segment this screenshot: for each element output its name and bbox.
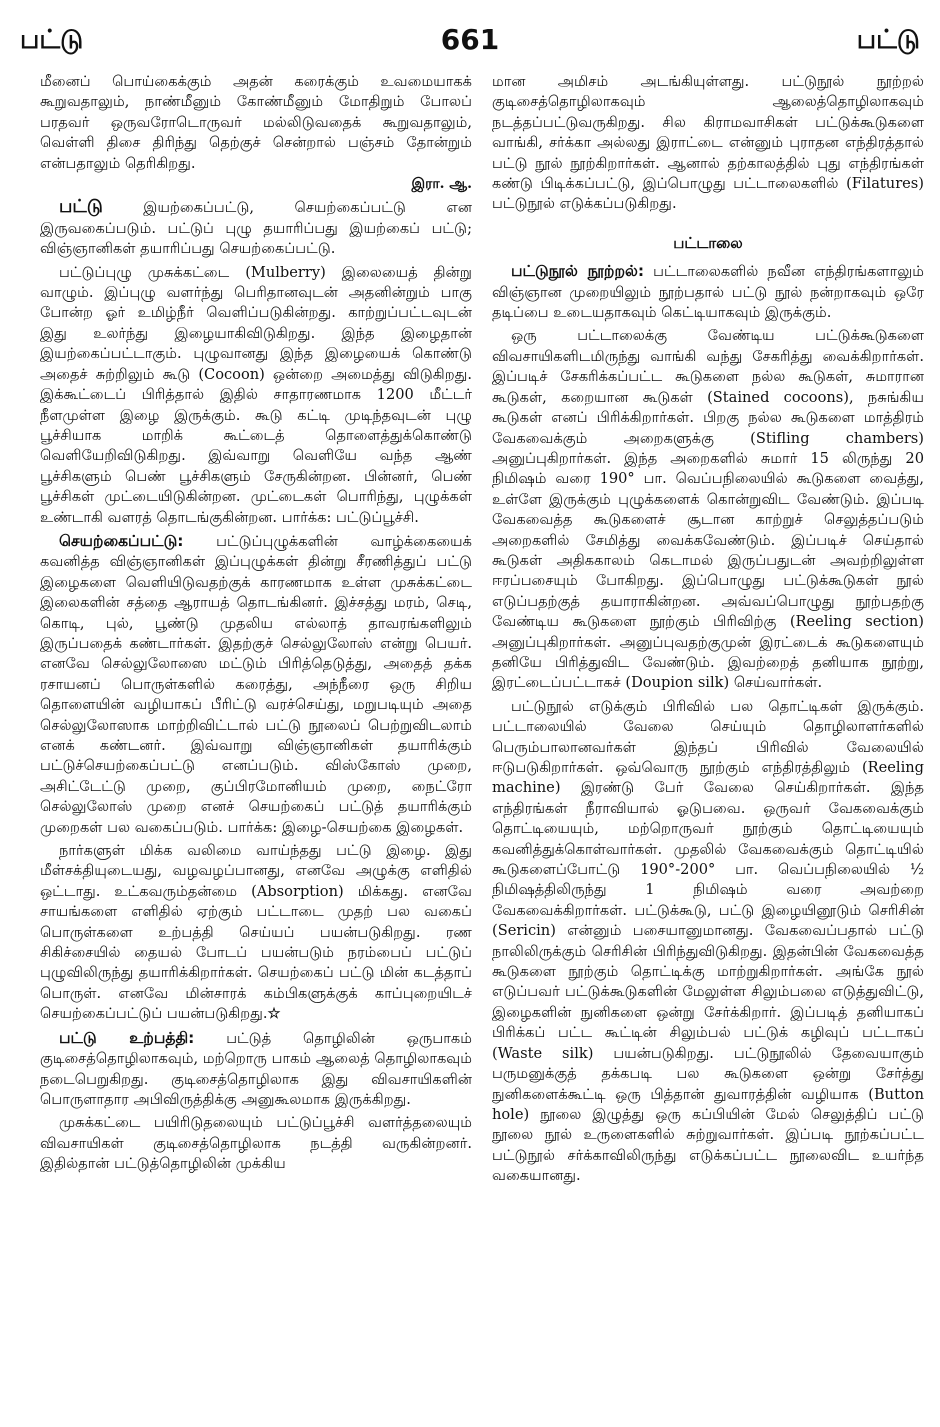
entry-headword: பட்டு bbox=[58, 196, 103, 218]
author-signature: இரா. ஆ. bbox=[411, 176, 472, 193]
paragraph bbox=[40, 263, 472, 528]
subsection-paragraph bbox=[40, 1028, 472, 1111]
right-column bbox=[492, 72, 924, 1190]
subsection-heading: செயற்கைப்பட்டு: bbox=[58, 531, 184, 550]
paragraph-text: பட்டுநூல் எடுக்கும் பிரிவில் பல தொட்டிகள் இருக்கும். பட்டாலையில் வேலை செய்யும் தொழிலாளர்களில் பெரும்பாலானவர்கள் இந்தப் பிரிவில் வேலையில் ஈடுபடுகிறார்கள். ஒவ்வொரு நூற்கும் எந்திரத்திலும் (Reeling machine) இரண்டு பேர் வேலை செய்கிறார்கள். இந்த எந்திரங்கள் நீராவியால் ஓடுபவை. ஒருவர் வேகவைக்கும் தொட்டியையும், மற்றொருவர் நூற்கும் தொட்டியையும் கவனித்துக்கொள்வார்கள். முதலில் வேகவைக்கும் தொட்டியில் கூடுகளைப்போட்டு 190°-200° பா. வெப்பநிலையில் ½ நிமிஷத்திலிருந்து 1 நிமிஷம் வரை அவற்றை வேகவைக்கிறார்கள். பட்டுக்கூடு, பட்டு இழையினூடும் செரிசின் (Sericin) என்னும் பசையானுமானது. வேகவைப்பதால் பட்டு நாலிலிருக்கும் செரிசின் பிரிந்துவிடுகிறது. இதன்பின் வேகவைத்த கூடுகளை நூற்கும் தொட்டிக்கு மாற்றுகிறார்கள். அங்கே நூல் எடுப்பவர் பட்டுக்கூடுகளின் மேலுள்ள சிலும்பலை எடுத்துவிட்டு, இழைகளின் நுனிகளை ஒன்று சேர்க்கிறார். இப்படித் தனியாகப் பிரிக்கப் பட்ட கூட்டின் சிலும்பல் பட்டுக் கழிவுப் பட்டாகப் (Waste silk) பயன்படுகிறது. பட்டுநூலில் தேவையாகும் பருமனுக்குத் தக்கபடி பல கூடுகளை ஒன்று சேர்த்து நுனிகளைக்கூட்டி ஒரு பித்தான் துவாரத்தின் வழியாக (Button hole) நூலை இழுத்து ஒரு கப்பியின் மேல் செலுத்திப் பட்டு நூலை நூல் உருளைகளில் சுற்றுவார்கள். இப்படி நூற்கப்பட்ட பட்டுநூல் சர்க்காவிலிருந்து எடுக்கப்பட்ட நூலைவிட உயர்ந்த வகையானது. bbox=[492, 697, 924, 1185]
paragraph bbox=[40, 841, 472, 1025]
paragraph-text: மான அமிசம் அடங்கியுள்ளது. பட்டுநூல் நூற்றல் குடிசைத்தொழிலாகவும் ஆலைத்தொழிலாகவும் நடத்தப்பட்டுவருகிறது. சில கிராமவாசிகள் பட்டுக்கூடுகளை வாங்கி, சர்க்கா அல்லது இராட்டை என்னும் புராதன எந்திரத்தால் பட்டு நூல் நூற்கிறார்கள். ஆனால் தற்காலத்தில் புது எந்திரங்கள் கண்டு பிடிக்கப்பட்டு, இப்பொழுது பட்டாலைகளில் (Filatures) பட்டுநூல் எடுக்கப்படுகிறது. bbox=[492, 73, 924, 213]
page-header bbox=[20, 20, 920, 60]
paragraph-text: முசுக்கட்டை பயிரிடுதலையும் பட்டுப்பூச்சி வளர்த்தலையும் விவசாயிகள் குடிசைத்தொழிலாக நடத்தி வருகின்றனர். இதில்தான் பட்டுத்தொழிலின் முக்கிய bbox=[40, 1114, 472, 1173]
subsection-heading: பட்டு உற்பத்தி: bbox=[58, 1028, 195, 1047]
running-head-right: பட்டு bbox=[856, 25, 920, 55]
section-title: பட்டாலை bbox=[673, 233, 743, 252]
running-head-left: பட்டு bbox=[20, 25, 84, 55]
subsection-paragraph bbox=[40, 531, 472, 838]
entry-paragraph bbox=[40, 197, 472, 259]
paragraph-text: நார்களுள் மிக்க வலிமை வாய்ந்தது பட்டு இழை. இது மீள்சக்தியுடையது, வழவழப்பானது, எனவே அழுக்கு எளிதில் ஒட்டாது. உட்கவரும்தன்மை (Absorption) மிக்கது. எனவே சாயங்களை எளிதில் ஏற்கும் பட்டாடை முதற் பல வகைப் பொருள்களை உற்பத்தி செய்யப் பயன்படுகிறது. ரண சிகிச்சையில் தையல் போடப் பயன்படும் நரம்பைப் பட்டுப் புழுவிலிருந்து தயாரிக்கிறார்கள். செயற்கைப் பட்டு மின் கடத்தாப் பொருள். எனவே மின்சாரக் கம்பிகளுக்குக் காப்புறையிடச் செயற்கைப்பட்டுப் பயன்படுகிறது. bbox=[40, 842, 472, 1023]
paragraph-text: பட்டாலைகளில் நவீன எந்திரங்களாலும் விஞ்ஞான முறையிலும் நூற்பதால் பட்டு நூல் நன்றாகவும் ஒரே தடிப்பை உடையதாகவும் கெட்டியாகவும் இருக்கும். bbox=[492, 263, 924, 322]
paragraph bbox=[40, 1113, 472, 1174]
paragraph-text: இயற்கைப்பட்டு, செயற்கைப்பட்டு என இருவகைப்படும். பட்டுப் புழு தயாரிப்பது இயற்கைப் பட்டு; விஞ்ஞானிகள் தயாரிப்பது செயற்கைப்பட்டு. bbox=[40, 199, 472, 258]
paragraph-text: மீனைப் பொய்கைக்கும் அதன் கரைக்கும் உவமையாகக் கூறுவதாலும், நாண்மீனும் கோண்மீனும் மோதிறும் போலப் பரதவர் ஒருவரோடொருவர் மல்லிடுவதைக் கூறுவதாலும், வெள்ளி திசை திரிந்து தெற்குச் சென்றால் பஞ்சம் தோன்றும் என்பதாலும் தெரிகிறது. bbox=[40, 73, 472, 172]
paragraph bbox=[492, 697, 924, 1187]
paragraph-continuation bbox=[492, 72, 924, 215]
star-icon: ☆ bbox=[267, 1005, 281, 1023]
paragraph-text: பட்டுப்புழுக்களின் வாழ்க்கையைக் கவனித்த விஞ்ஞானிகள் இப்புழுக்கள் தின்று சீரணித்துப் பட்டு இழைகளை வெளியிடுவதற்குக் காரணமாக உள்ள முசுக்கட்டை இலைகளின் சத்தை ஆராயத் தொடங்கினர். இச்சத்து மரம், செடி, கொடி, புல், பூண்டு முதலிய எல்லாத் தாவரங்களிலும் இருப்பதைக் கண்டார்கள். இதற்குச் செல்லுலோஸ் என்று பெயர். எனவே செல்லுலோஸை மட்டும் பிரித்தெடுத்து, அதைத் தக்க ரசாயனப் பொருள்களில் கரைத்து, அந்நீரை ஒரு சிறிய தொளையின் வழியாகப் பீரிட்டு வரச்செய்து, மறுபடியும் அதை செல்லுலோஸாக மாற்றிவிட்டால் பட்டு நூலைப் பெற்றுவிடலாம் எனக் கண்டனர். இவ்வாறு விஞ்ஞானிகள் தயாரிக்கும் பட்டுச்செயற்கைப்பட்டு எனப்படும். விஸ்கோஸ் முறை, அசிட்டேட்டு முறை, குப்பிரமோனியம் முறை, நைட்ரோ செல்லுலோஸ் முறை எனச் செயற்கைப் பட்டுத் தயாரிக்கும் முறைகள் பல வகைப்படும். பார்க்க: இழை-செயற்கை இழைகள். bbox=[40, 532, 472, 836]
paragraph-text: பட்டுத் தொழிலின் ஒருபாகம் குடிசைத்தொழிலாகவும், மற்றொரு பாகம் ஆலைத் தொழிலாகவும் நடைபெறுகிறது. குடிசைத்தொழிலாக இது விவசாயிகளின் பொருளாதார அபிவிருத்திக்கு அனுகூலமாக இருக்கிறது. bbox=[40, 1029, 472, 1108]
paragraph-text: பட்டுப்புழு முசுக்கட்டை (Mulberry) இலையைத் தின்று வாழும். இப்புழு வளர்ந்து பெரிதானவுடன் அதனின்றும் பாகு போன்ற ஓர் உமிழ்நீர் வெளிப்படுகின்றது. காற்றுப்பட்டவுடன் இது உலர்ந்து இழையாகிவிடுகிறது. இந்த இழைதான் இயற்கைப்பட்டாகும். புழுவானது இந்த இழையைக் கொண்டு அதைச் சுற்றிலும் கூடு (Cocoon) ஒன்றை அமைத்து விடுகிறது. இக்கூட்டைப் பிரித்தால் இதில் சாதாரணமாக 1200 மீட்டர் நீளமுள்ள இழை இருக்கும். கூடு கட்டி முடிந்தவுடன் புழு பூச்சியாக மாறிக் கூட்டைத் தொளைத்துக்கொண்டு வெளியேறிவிடுகிறது. இவ்வாறு வெளியே வந்த ஆண் பூச்சிகளும் பெண் பூச்சிகளும் சேருகின்றன. பின்னர், பெண் பூச்சிகள் முட்டையிடுகின்றன. முட்டைகள் பொரிந்து, புழுக்கள் உண்டாகி வளரத் தொடங்குகின்றன. பார்க்க: பட்டுப்பூச்சி. bbox=[40, 263, 472, 526]
subsection-paragraph bbox=[492, 261, 924, 323]
subsection-heading: பட்டுநூல் நூற்றல்: bbox=[510, 262, 645, 281]
paragraph-text: ஒரு பட்டாலைக்கு வேண்டிய பட்டுக்கூடுகளை விவசாயிகளிடமிருந்து வாங்கி வந்து சேகரித்து வைக்கிறார்கள். இப்படிச் சேகரிக்கப்பட்ட கூடுகளை நல்ல கூடுகள், சுமாரான கூடுகள், கறையான கூடுகள் (Stained cocoons), நசுங்கிய கூடுகள் எனப் பிரிக்கிறார்கள். பிறகு நல்ல கூடுகளை மாத்திரம் வேகவைக்கும் அறைகளுக்கு (Stifling chambers) அனுப்புகிறார்கள். இந்த அறைகளில் சுமார் 15 லிருந்து 20 நிமிஷம் வரை 190° பா. வெப்பநிலையில் கூடுகளை வைத்து, உள்ளே இருக்கும் புழுக்களைக் கொன்றுவிட வேண்டும். இப்படி வேகவைத்த கூடுகளைச் சூடான காற்றுச் செலுத்தப்படும் அறைகளில் சேமித்து வைக்கவேண்டும். இப்படிச் செய்தால் கூடுகள் அதிககாலம் கெடாமல் இருப்பதுடன் அவற்றிலுள்ள ஈரப்பசையும் போகிறது. இப்பொழுது பட்டுக்கூடுகள் நூல் எடுப்பதற்குத் தயாராகின்றன. அவ்வப்பொழுது நூற்பதற்கு வேண்டிய கூடுகளை நூற்கும் பிரிவிற்கு (Reeling section) அனுப்புகிறார்கள். அனுப்புவதற்குமுன் இரட்டைக் கூடுகளையும் தனியே பிரித்துவிட வேண்டும். இவற்றைத் தனியாக நூற்று, இரட்டைப்பட்டாகச் (Doupion silk) செய்வார்கள். bbox=[492, 327, 924, 692]
left-column bbox=[40, 72, 472, 1178]
paragraph bbox=[492, 326, 924, 693]
page-number: 661 bbox=[440, 23, 500, 56]
paragraph-continuation bbox=[40, 72, 472, 194]
